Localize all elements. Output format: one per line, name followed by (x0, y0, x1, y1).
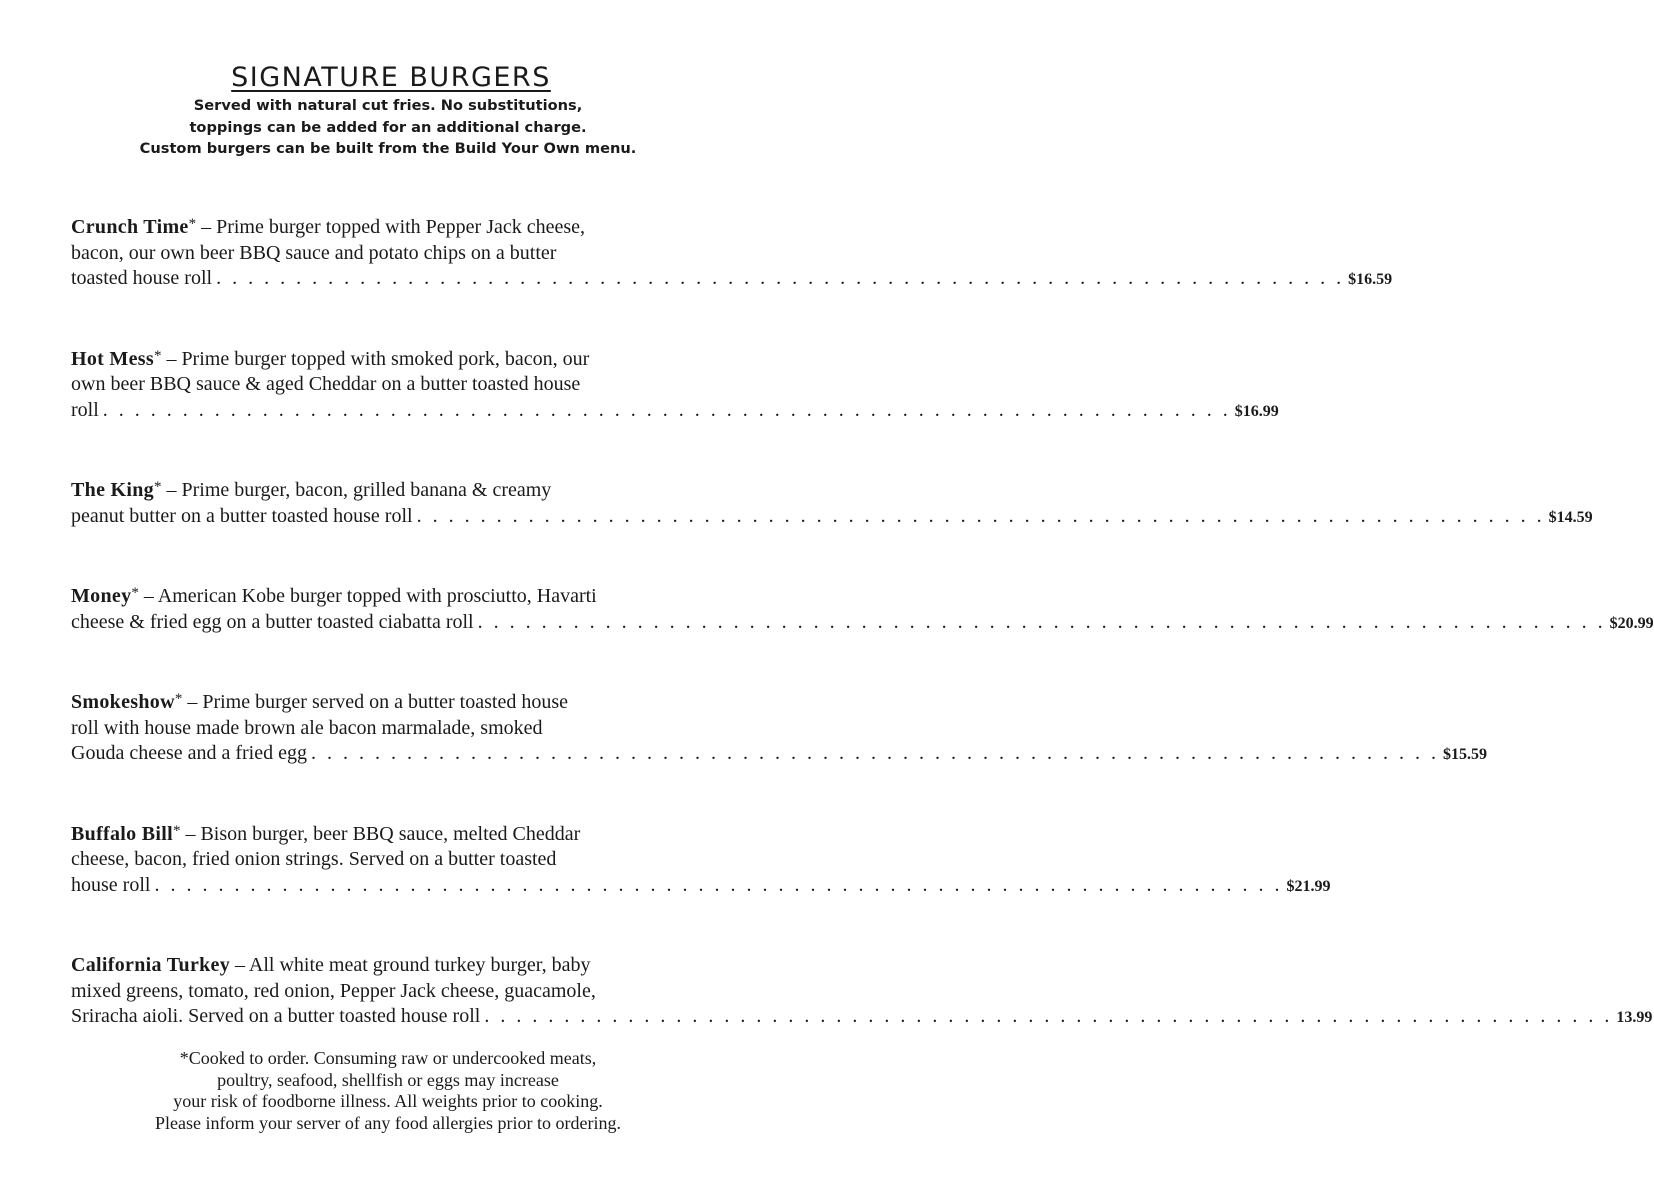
item-price: $15.59 (1443, 746, 1487, 763)
menu-item (71, 687, 1487, 768)
item-price: $16.99 (1234, 402, 1279, 420)
item-price: $21.99 (1286, 877, 1331, 895)
item-name: Buffalo Bill (71, 822, 173, 845)
item-price: 13.99 (1616, 1009, 1653, 1026)
item-name: Crunch Time (71, 216, 189, 238)
dot-leader: . . . . . . . . . . . . . . . . . . . . . . . . . . . . . . . . . . . . . . . . . . . . . . . . . . . . . . . . . . . . . . . . . . . . . . . (216, 267, 1345, 289)
item-desc-line: – American Kobe burger topped with prosciutto, Havarti (138, 585, 597, 607)
menu-item (71, 475, 1593, 530)
item-star: * (153, 347, 162, 364)
subtitle-line-1: Served with natural cut fries. No substitutions, (193, 97, 583, 114)
item-desc-last: Gouda cheese and a fried egg (71, 742, 307, 764)
item-name: Hot Mess (71, 347, 154, 370)
item-desc-last: peanut butter on a butter toasted house roll (71, 504, 413, 527)
item-star: * (188, 216, 197, 232)
dot-leader: . . . . . . . . . . . . . . . . . . . . . . . . . . . . . . . . . . . . . . . . . . . . . . . . . . . . . . . . . . . . . . . . . . . . . . . (416, 504, 1545, 527)
item-desc-line: – Bison burger, beer BBQ sauce, melted Cheddar (180, 822, 581, 845)
item-desc-line: own beer BBQ sauce & aged Cheddar on a butter toasted house (71, 373, 581, 395)
item-price: $14.59 (1548, 508, 1593, 526)
section-title: SIGNATURE BURGERS (231, 62, 551, 93)
item-name: The King (71, 479, 154, 501)
item-star: * (131, 585, 139, 601)
item-name: Smokeshow (71, 691, 175, 713)
item-desc-line: – Prime burger served on a butter toasted house (182, 691, 568, 713)
menu-item (71, 344, 1279, 425)
menu-item (71, 950, 1653, 1031)
menu-item (71, 819, 1331, 900)
disclaimer-line-4: Please inform your server of any food allergies prior to ordering. (154, 1112, 622, 1133)
dot-leader: . . . . . . . . . . . . . . . . . . . . . . . . . . . . . . . . . . . . . . . . . . . . . . . . . . . . . . . . . . . . . . . . . . . . . . . (484, 1005, 1613, 1027)
item-desc-line: – Prime burger, bacon, grilled banana & creamy (161, 479, 552, 501)
dot-leader: . . . . . . . . . . . . . . . . . . . . . . . . . . . . . . . . . . . . . . . . . . . . . . . . . . . . . . . . . . . . . . . . . . . . . . . (311, 742, 1439, 764)
subtitle-line-2: toppings can be added for an additional charge. (189, 118, 587, 136)
item-price: $20.99 (1609, 614, 1654, 632)
menu-item (71, 581, 1654, 636)
item-desc-last: cheese & fried egg on a butter toasted ciabatta roll (71, 610, 474, 633)
subtitle-line-3: Custom burgers can be built from the Build Your Own menu. (139, 140, 637, 157)
disclaimer-line-2: poultry, seafood, shellfish or eggs may increase (217, 1069, 559, 1090)
item-desc-line: bacon, our own beer BBQ sauce and potato chips on a butter (71, 241, 557, 264)
item-star: * (172, 822, 181, 839)
dot-leader: . . . . . . . . . . . . . . . . . . . . . . . . . . . . . . . . . . . . . . . . . . . . . . . . . . . . . . . . . . . . . . . . . . . . . . . (477, 610, 1606, 633)
item-price: $16.59 (1348, 271, 1393, 288)
menu-items (71, 212, 1654, 1082)
item-desc-last: toasted house roll (71, 267, 213, 289)
menu-header (0, 62, 776, 160)
item-desc-line: – Prime burger topped with Pepper Jack cheese, (196, 216, 586, 238)
allergy-disclaimer (0, 1048, 776, 1134)
item-desc-last: roll (71, 398, 99, 421)
item-desc-line: – Prime burger topped with smoked pork, bacon, our (161, 347, 590, 370)
item-desc-line: mixed greens, tomato, red onion, Pepper Jack cheese, guacamole, (71, 979, 596, 1002)
disclaimer-line-1: *Cooked to order. Consuming raw or undercooked meats, (179, 1048, 597, 1068)
dot-leader: . . . . . . . . . . . . . . . . . . . . . . . . . . . . . . . . . . . . . . . . . . . . . . . . . . . . . . . . . . . . . . . . . . . . . . . (154, 873, 1283, 896)
dot-leader: . . . . . . . . . . . . . . . . . . . . . . . . . . . . . . . . . . . . . . . . . . . . . . . . . . . . . . . . . . . . . . . . . . . . . . . (102, 398, 1231, 421)
item-desc-line: cheese, bacon, fried onion strings. Served on a butter toasted (71, 848, 557, 870)
item-desc-line: – All white meat ground turkey burger, baby (230, 954, 591, 976)
item-desc-last: Sriracha aioli. Served on a butter toasted house roll (71, 1005, 481, 1027)
item-name: California Turkey (71, 954, 231, 976)
item-star: * (174, 691, 183, 707)
item-desc-line: roll with house made brown ale bacon marmalade, smoked (71, 716, 543, 739)
menu-item (71, 212, 1393, 293)
item-star: * (153, 479, 162, 495)
disclaimer-line-3: your risk of foodborne illness. All weights prior to cooking. (173, 1091, 603, 1111)
item-desc-last: house roll (71, 873, 151, 896)
item-name: Money (71, 585, 132, 607)
